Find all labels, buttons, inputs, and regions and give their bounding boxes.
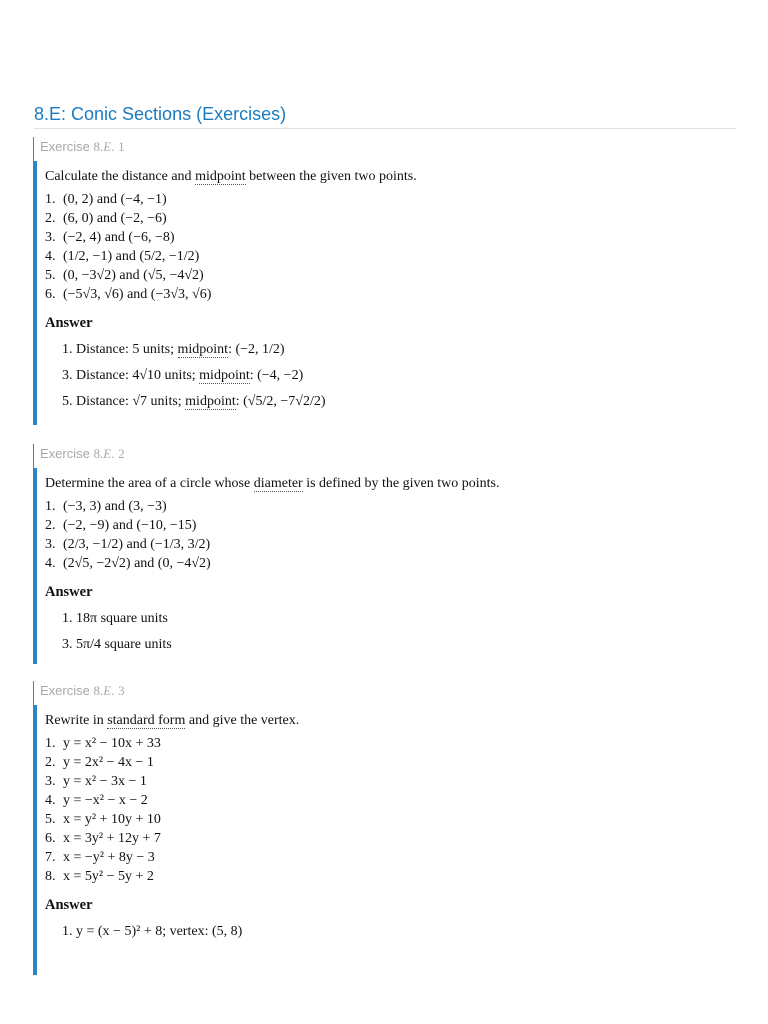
answer-item: 5. Distance: √7 units; midpoint: (√5/2, −7√2/2): [62, 394, 326, 409]
exercise-3-prompt: Rewrite in standard form and give the vertex.: [45, 713, 300, 728]
answer-heading: Answer: [45, 584, 93, 600]
exercise-1: [33, 137, 733, 425]
glossary-term-midpoint[interactable]: midpoint: [195, 169, 246, 184]
list-item: 2. y = 2x² − 4x − 1: [45, 755, 154, 770]
exercise-3: [33, 681, 733, 975]
exercise-1-prompt: Calculate the distance and midpoint between the given two points.: [45, 169, 417, 184]
list-item: 6. x = 3y² + 12y + 7: [45, 831, 161, 846]
list-item: 3. y = x² − 3x − 1: [45, 774, 147, 789]
answer-item: 3. Distance: 4√10 units; midpoint: (−4, −2): [62, 368, 304, 383]
glossary-term-midpoint[interactable]: midpoint: [199, 368, 250, 383]
answer-item: 1. 18π square units: [62, 611, 168, 626]
title-divider: [34, 128, 736, 129]
answer-heading: Answer: [45, 897, 93, 913]
list-item: 7. x = −y² + 8y − 3: [45, 850, 155, 865]
list-item: 4. (2√5, −2√2) and (0, −4√2): [45, 556, 211, 571]
glossary-term-midpoint[interactable]: midpoint: [185, 394, 236, 409]
answer-item: 3. 5π/4 square units: [62, 637, 172, 652]
exercise-3-answers: [45, 919, 733, 945]
exercise-1-list: [45, 190, 733, 304]
exercise-1-answers: [45, 337, 733, 415]
exercise-2-prompt: Determine the area of a circle whose diameter is defined by the given two points.: [45, 476, 500, 491]
list-item: 2. (6, 0) and (−2, −6): [45, 211, 167, 226]
exercise-3-label: Exercise 8.E. 3: [33, 681, 733, 705]
glossary-term-standard-form[interactable]: standard form: [107, 713, 186, 728]
list-item: 3. (2/3, −1/2) and (−1/3, 3/2): [45, 537, 211, 552]
exercise-2-label: Exercise 8.E. 2: [33, 444, 733, 468]
list-item: 6. (−5√3, √6) and (−3√3, √6): [45, 287, 212, 302]
exercise-3-body: [33, 705, 733, 975]
list-item: 4. y = −x² − x − 2: [45, 793, 148, 808]
exercise-1-body: [33, 161, 733, 425]
answer-heading: Answer: [45, 315, 93, 331]
list-item: 8. x = 5y² − 5y + 2: [45, 869, 154, 884]
list-item: 1. (−3, 3) and (3, −3): [45, 499, 167, 514]
list-item: 2. (−2, −9) and (−10, −15): [45, 518, 197, 533]
list-item: 3. (−2, 4) and (−6, −8): [45, 230, 175, 245]
exercise-2-body: [33, 468, 733, 664]
exercise-2: [33, 444, 733, 664]
answer-item: 1. y = (x − 5)² + 8; vertex: (5, 8): [62, 924, 243, 939]
list-item: 5. (0, −3√2) and (√5, −4√2): [45, 268, 204, 283]
list-item: 4. (1/2, −1) and (5/2, −1/2): [45, 249, 200, 264]
exercise-3-list: [45, 734, 733, 886]
glossary-term-midpoint[interactable]: midpoint: [177, 342, 229, 357]
exercise-2-list: [45, 497, 733, 573]
list-item: 1. (0, 2) and (−4, −1): [45, 192, 167, 207]
answer-item: 1. Distance: 5 units; midpoint: (−2, 1/2): [62, 342, 285, 357]
page-title: 8.E: Conic Sections (Exercises): [34, 104, 287, 124]
glossary-term-diameter[interactable]: diameter: [253, 476, 303, 491]
list-item: 5. x = y² + 10y + 10: [45, 812, 161, 827]
list-item: 1. y = x² − 10x + 33: [45, 736, 161, 751]
exercise-2-answers: [45, 606, 733, 658]
exercise-1-label: Exercise 8.E. 1: [33, 137, 733, 161]
